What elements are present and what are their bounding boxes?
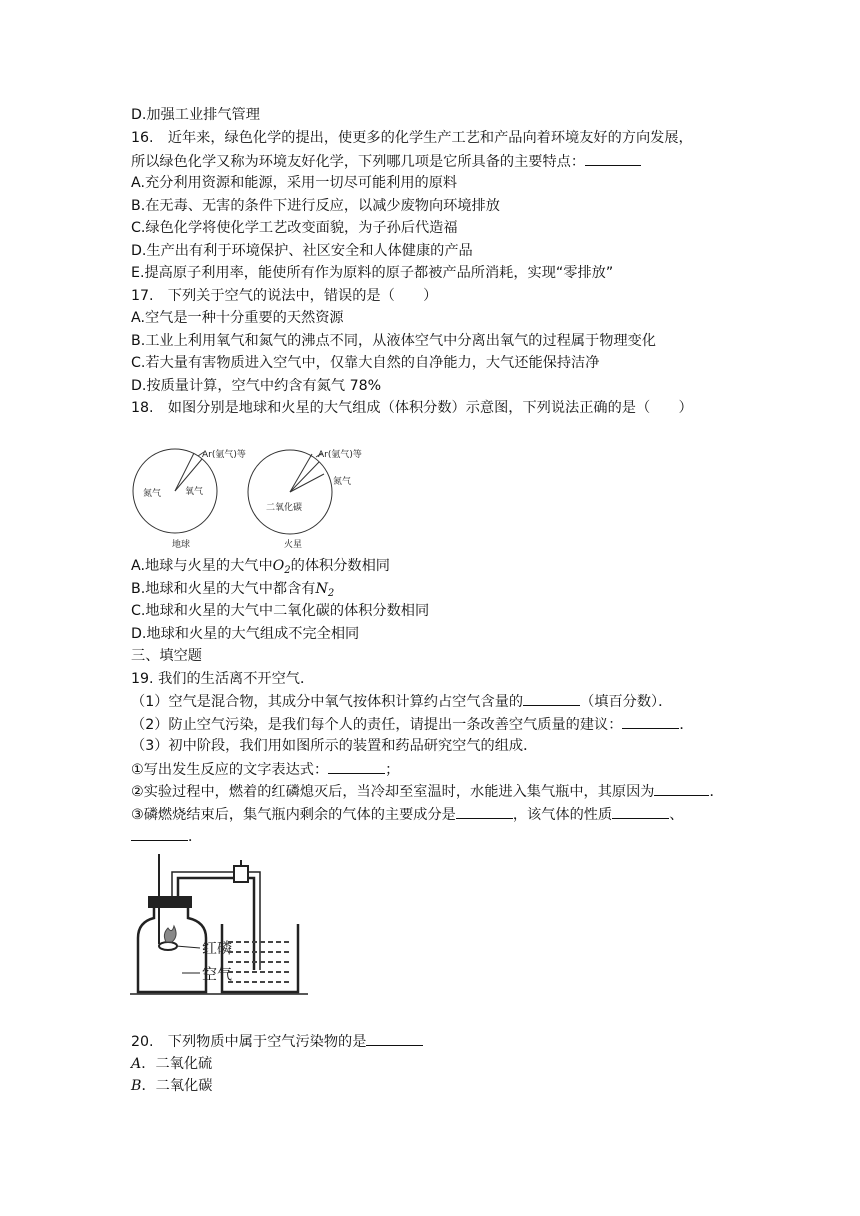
- leader-line: [176, 946, 200, 948]
- q17-option-d: D.按质量计算，空气中约含有氮气 78%: [131, 378, 382, 394]
- q19-part-1-text: （1）空气是混合物，其成分中氧气按体积计算约占空气含量的: [131, 694, 524, 710]
- q20-stem: [131, 1030, 423, 1053]
- q19-part-2-text: （2）防止空气污染，是我们每个人的责任，请提出一条改善空气质量的建议：: [131, 717, 623, 733]
- earth-o2-label: 氧气: [185, 487, 204, 497]
- answer-blank[interactable]: [612, 803, 669, 819]
- q18-stem: 18. 如图分别是地球和火星的大气组成（体积分数）示意图，下列说法正确的是（ ）: [131, 400, 693, 416]
- answer-blank[interactable]: [585, 150, 641, 166]
- q19-part-1-tail: （填百分数）．: [580, 694, 673, 710]
- q19-part-1: [131, 690, 672, 713]
- answer-blank[interactable]: [654, 780, 709, 796]
- q19-part-2-tail: ．: [679, 717, 694, 733]
- oxygen-subscript: 2: [284, 565, 291, 576]
- q19-stem: 19. 我们的生活离不开空气．: [131, 671, 315, 687]
- q19-sub-3-cont: [131, 825, 202, 848]
- q20-option-a-text: ．二氧化硫: [141, 1056, 213, 1072]
- answer-blank[interactable]: [622, 713, 679, 729]
- q19-sub-1: [131, 758, 399, 781]
- q20-option-a: [131, 1053, 212, 1075]
- q16-stem-text: 所以绿色化学又称为环境友好化学，下列哪几项是它所具备的主要特点：: [131, 154, 586, 170]
- q18-option-c: C.地球和火星的大气中二氧化碳的体积分数相同: [131, 603, 430, 619]
- q16-option-b: B.在无毒、无害的条件下进行反应，以减少废物向环境排放: [131, 198, 500, 214]
- q16-option-e: E.提高原子利用率，能使所有作为原料的原子都被产品所消耗，实现“零排放”: [131, 265, 614, 281]
- q19-sub-3-end: ．: [188, 829, 203, 845]
- q16-option-c: C.绿色化学将使化学工艺改变面貌，为子孙后代造福: [131, 220, 458, 236]
- q19-part-2: [131, 713, 694, 736]
- oxygen-symbol: O: [272, 558, 285, 574]
- q16-option-d: D.生产出有利于环境保护、社区安全和人体健康的产品: [131, 243, 473, 259]
- q19-sub-2-text: ②实验过程中，燃着的红磷熄灭后，当冷却至室温时，水能进入集气瓶中，其原因为: [131, 784, 655, 800]
- earth-ar-label: Ar(氩气)等: [202, 450, 246, 460]
- nitrogen-symbol: N: [315, 581, 328, 597]
- q18-option-a-tail: 的体积分数相同: [290, 558, 390, 574]
- earth-caption: 地球: [172, 540, 191, 550]
- q18-option-d: D.地球和火星的大气组成不完全相同: [131, 626, 360, 642]
- q17-option-c: C.若大量有害物质进入空气中，仅靠大自然的自净能力，大气还能保持洁净: [131, 355, 600, 371]
- q19-sub-2-tail: ．: [709, 784, 724, 800]
- nitrogen-subscript: 2: [327, 588, 335, 599]
- atmosphere-pie-figure: [128, 444, 380, 552]
- q16-stem-line-1: 16. 近年来，绿色化学的提出，使更多的化学生产工艺和产品向着环境友好的方向发展，: [131, 130, 693, 146]
- option-letter: B: [131, 1078, 142, 1094]
- option-letter: A: [131, 1056, 142, 1072]
- q18-option-a-text: A.地球与火星的大气中: [131, 558, 273, 574]
- earth-n2-label: 氮气: [143, 489, 162, 499]
- q20-option-b: [131, 1075, 212, 1097]
- answer-blank[interactable]: [523, 690, 580, 706]
- spring-clamp: [234, 866, 248, 882]
- q19-sub-3-text: ③磷燃烧结束后，集气瓶内剩余的气体的主要成分是: [131, 807, 456, 823]
- mars-ar-label: Ar(氩气)等: [318, 450, 362, 460]
- q20-stem-text: 20. 下列物质中属于空气污染物的是: [131, 1034, 367, 1050]
- flame-icon: [164, 926, 176, 942]
- q19-sub-3: [131, 803, 683, 826]
- q17-option-a: A.空气是一种十分重要的天然资源: [131, 310, 344, 326]
- combustion-spoon: [159, 942, 177, 950]
- mars-n2-label: 氮气: [333, 477, 352, 487]
- q19-sub-2: [131, 780, 724, 803]
- mars-caption: 火星: [284, 540, 303, 550]
- air-label: 空气: [202, 965, 233, 983]
- q17-option-b: B.工业上利用氧气和氮气的沸点不同，从液体空气中分离出氧气的过程属于物理变化: [131, 333, 656, 349]
- red-phosphorus-label: 红磷: [202, 939, 233, 957]
- apparatus-figure: [130, 852, 310, 1000]
- rubber-stopper: [148, 896, 192, 908]
- answer-blank[interactable]: [131, 825, 188, 841]
- section-title: 三、填空题: [131, 648, 202, 664]
- mars-co2-label: 二氧化碳: [266, 503, 303, 513]
- q16-option-a: A.充分利用资源和能源，采用一切尽可能利用的原料: [131, 175, 458, 191]
- q19-sub-1-text: ①写出发生反应的文字表达式：: [131, 762, 329, 778]
- q15-option-d: D.加强工业排气管理: [131, 107, 260, 123]
- answer-blank[interactable]: [328, 758, 385, 774]
- q20-option-b-text: ．二氧化碳: [141, 1078, 213, 1094]
- q17-stem: 17. 下列关于空气的说法中，错误的是（ ）: [131, 288, 438, 304]
- answer-blank[interactable]: [366, 1030, 423, 1046]
- q19-sub-1-tail: ；: [385, 762, 400, 778]
- q16-stem-line-2: [131, 150, 641, 173]
- q18-option-b-text: B.地球和火星的大气中都含有: [131, 581, 316, 597]
- q19-sub-3-tail: 、: [669, 807, 684, 823]
- q19-part-3: （3）初中阶段，我们用如图所示的装置和药品研究空气的组成．: [131, 738, 538, 754]
- q19-sub-3-mid: ，该气体的性质: [512, 807, 613, 823]
- answer-blank[interactable]: [456, 803, 513, 819]
